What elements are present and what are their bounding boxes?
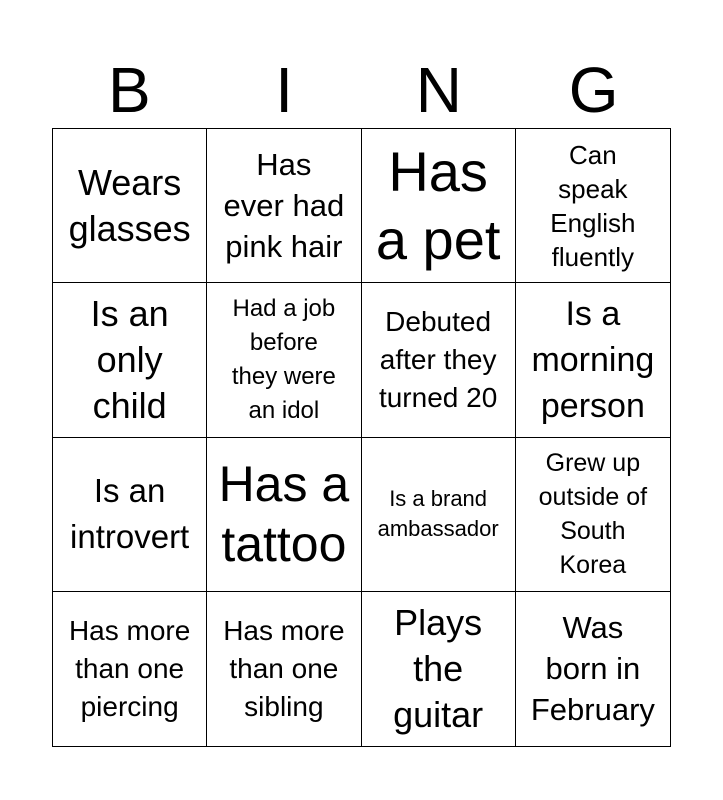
cell-text: Has more than one piercing <box>68 614 191 722</box>
cell-text: Grew up outside of South Korea <box>538 449 648 580</box>
cell-text: Was born in February <box>530 610 655 728</box>
bingo-grid <box>52 128 671 747</box>
bingo-cell-5[interactable] <box>53 283 207 437</box>
cell-text: Had a job before they were an idol <box>231 294 336 424</box>
cell-text: Wears glasses <box>68 161 191 249</box>
bingo-cell-1[interactable] <box>53 129 207 283</box>
bingo-header <box>52 55 671 125</box>
cell-text: Has a pet <box>375 139 501 271</box>
cell-text: Is a morning person <box>531 294 655 425</box>
header-letter-n: N <box>415 54 462 126</box>
bingo-cell-12[interactable] <box>516 438 670 592</box>
bingo-cell-6[interactable] <box>207 283 361 437</box>
cell-text: Can speak English fluently <box>550 139 636 272</box>
cell-text: Has more than one sibling <box>223 614 345 722</box>
header-letter-g: G <box>568 54 619 126</box>
bingo-cell-11[interactable] <box>362 438 516 592</box>
bingo-cell-9[interactable] <box>53 438 207 592</box>
bingo-cell-2[interactable] <box>207 129 361 283</box>
cell-text: Has ever had pink hair <box>223 147 345 265</box>
header-letter-i: I <box>275 54 294 126</box>
bingo-cell-4[interactable] <box>516 129 670 283</box>
bingo-cell-14[interactable] <box>207 592 361 746</box>
bingo-cell-10[interactable] <box>207 438 361 592</box>
cell-text: Is an only child <box>90 292 169 426</box>
bingo-cell-15[interactable] <box>362 592 516 746</box>
bingo-cell-8[interactable] <box>516 283 670 437</box>
bingo-cell-3[interactable] <box>362 129 516 283</box>
bingo-cell-7[interactable] <box>362 283 516 437</box>
cell-text: Has a tattoo <box>218 456 350 573</box>
cell-text: Plays the guitar <box>393 601 484 735</box>
cell-text: Is a brand ambassador <box>377 486 499 542</box>
bingo-cell-16[interactable] <box>516 592 670 746</box>
bingo-cell-13[interactable] <box>53 592 207 746</box>
cell-text: Debuted after they turned 20 <box>378 305 498 413</box>
header-letter-b: B <box>108 54 151 126</box>
cell-text: Is an introvert <box>70 472 190 556</box>
